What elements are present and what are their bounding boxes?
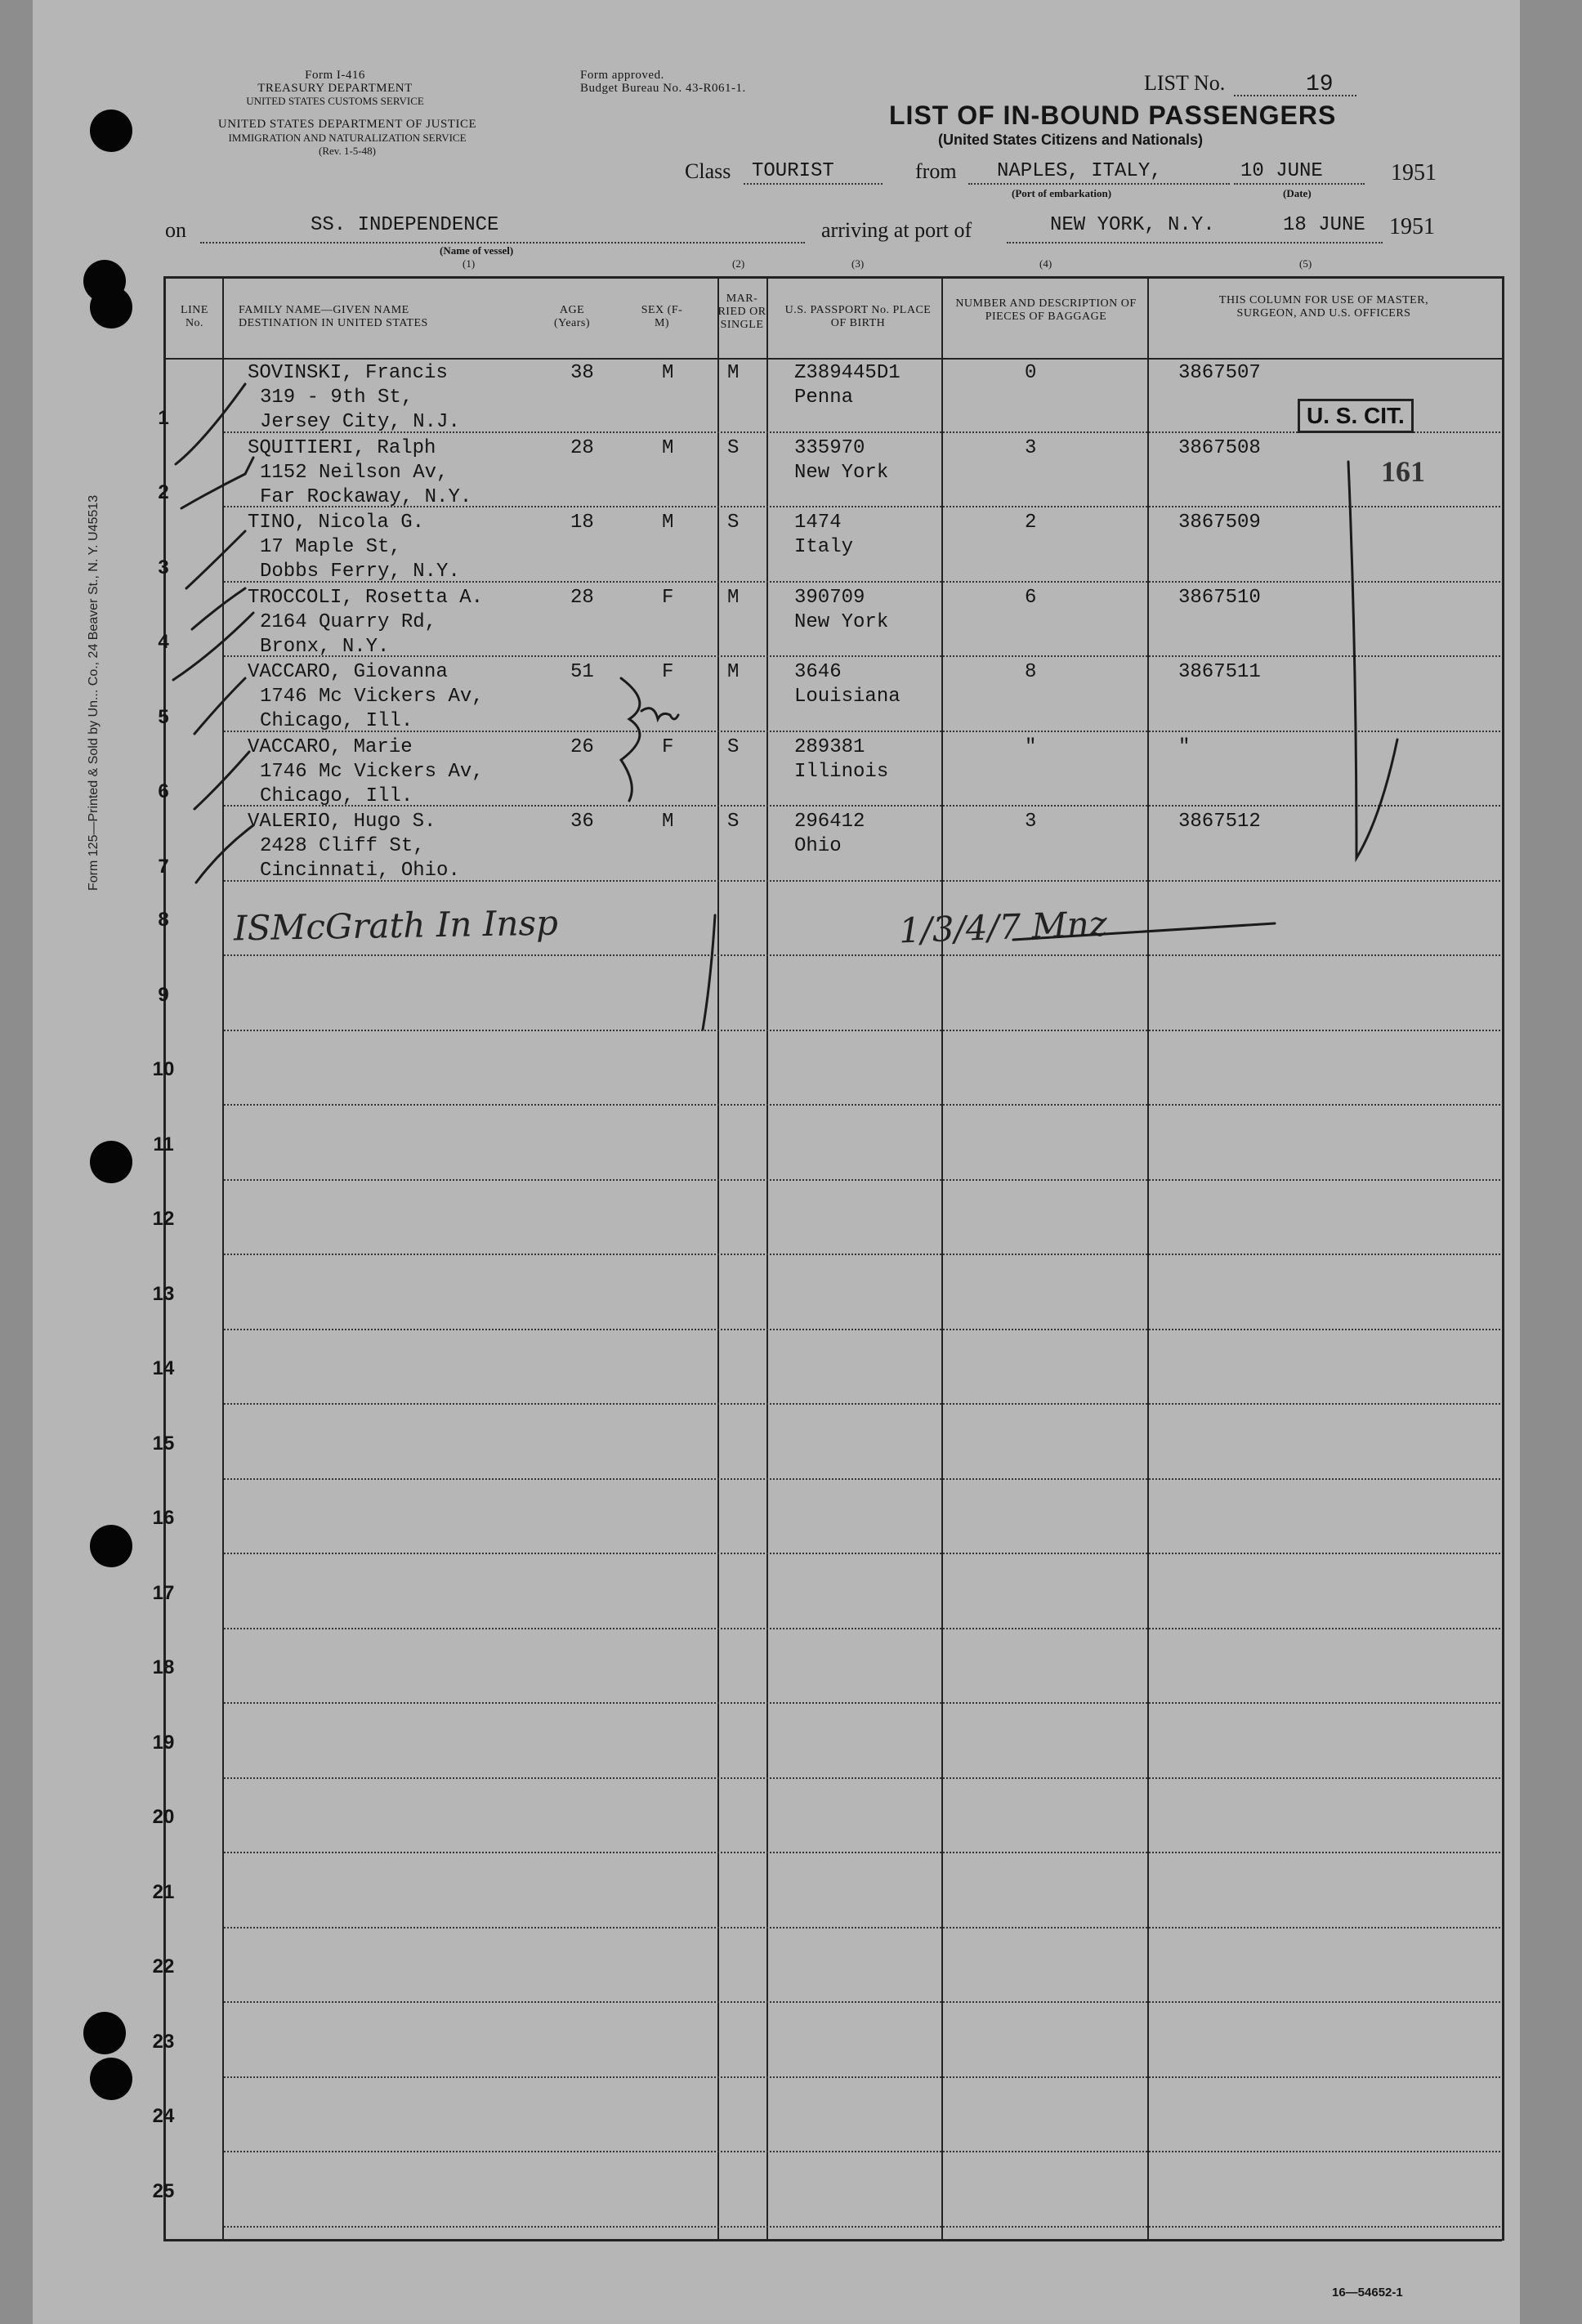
header-baggage: NUMBER AND DESCRIPTION OF PIECES OF BAGGAGE	[955, 297, 1137, 324]
from-date: 10 JUNE	[1240, 160, 1323, 182]
date-line	[1234, 183, 1365, 185]
passenger-sex: M	[662, 512, 674, 534]
date-caption: (Date)	[1283, 187, 1312, 199]
treasury-dept: TREASURY DEPARTMENT	[257, 82, 413, 95]
passenger-married: S	[727, 736, 740, 758]
passenger-sex: M	[662, 811, 674, 833]
passenger-age: 51	[570, 661, 594, 683]
line-number: 16	[152, 1507, 175, 1529]
passenger-city: Bronx, N.Y.	[260, 636, 390, 658]
line-number: 24	[152, 2105, 175, 2127]
passenger-city: Dobbs Ferry, N.Y.	[260, 561, 460, 583]
row-dotted-rule	[224, 1478, 1500, 1480]
row-dotted-rule	[224, 731, 1500, 732]
arrival-port: NEW YORK, N.Y.	[1050, 214, 1215, 236]
line-number: 20	[152, 1806, 175, 1828]
place-of-birth: Louisiana	[794, 686, 900, 708]
row-dotted-rule	[224, 2226, 1500, 2228]
header-sex: SEX (F-M)	[641, 304, 683, 330]
col-3-caption: (3)	[851, 257, 865, 270]
form-approved: Form approved.	[580, 69, 664, 82]
passenger-age: 28	[570, 437, 594, 459]
line-number: 13	[152, 1283, 175, 1305]
row-dotted-rule	[224, 1179, 1500, 1181]
passenger-age: 38	[570, 362, 594, 384]
baggage-count: 0	[1025, 362, 1037, 384]
line-number: 10	[152, 1058, 175, 1080]
binder-hole	[83, 2012, 126, 2054]
passenger-address: 1746 Mc Vickers Av,	[260, 761, 484, 783]
passenger-age: 26	[570, 736, 594, 758]
passenger-name: VALERIO, Hugo S.	[248, 811, 436, 833]
passenger-name: VACCARO, Marie	[248, 736, 413, 758]
baggage-count: 3	[1025, 811, 1037, 833]
justice-dept: UNITED STATES DEPARTMENT OF JUSTICE	[217, 118, 477, 131]
place-of-birth: Penna	[794, 387, 854, 409]
passenger-married: M	[727, 587, 740, 609]
row-dotted-rule	[224, 1702, 1500, 1704]
line-number: 1	[158, 407, 169, 429]
row-dotted-rule	[224, 1030, 1500, 1031]
table-top-border	[163, 276, 1502, 279]
passenger-name: SOVINSKI, Francis	[248, 362, 448, 384]
row-dotted-rule	[224, 1403, 1500, 1405]
col-4-caption: (4)	[1039, 257, 1052, 270]
vessel-caption: (Name of vessel)	[440, 244, 514, 257]
line-number: 23	[152, 2031, 175, 2053]
footer-code: 16—54652-1	[1332, 2286, 1403, 2299]
passenger-married: S	[727, 811, 740, 833]
passport-number: 335970	[794, 437, 865, 459]
list-no-line	[1234, 95, 1356, 96]
passenger-name: TROCCOLI, Rosetta A.	[248, 587, 484, 609]
arriving-label: arriving at port of	[821, 218, 972, 242]
class-label: Class	[685, 159, 731, 183]
passenger-address: 17 Maple St,	[260, 536, 401, 558]
row-dotted-rule	[224, 2001, 1500, 2003]
list-no-value: 19	[1306, 72, 1334, 97]
passenger-married: M	[727, 362, 740, 384]
line-number: 17	[152, 1582, 175, 1604]
manifest-sheet	[33, 0, 1520, 2324]
row-dotted-rule	[224, 1254, 1500, 1255]
from-line	[968, 183, 1230, 185]
printer-imprint: Form 125—Printed & Sold by Un... Co., 24 Beaver St., N. Y. U45513	[87, 494, 101, 891]
passenger-address: 1152 Neilson Av,	[260, 462, 449, 484]
officer-number: 3867511	[1178, 661, 1261, 683]
passenger-name: VACCARO, Giovanna	[248, 661, 448, 683]
line-number: 15	[152, 1432, 175, 1455]
arrival-date: 18 JUNE	[1283, 214, 1365, 236]
binder-hole	[90, 1525, 132, 1567]
passenger-city: Cincinnati, Ohio.	[260, 860, 460, 882]
col-sep-passport	[941, 276, 943, 2241]
line-number: 4	[158, 631, 169, 653]
place-of-birth: New York	[794, 611, 889, 633]
row-dotted-rule	[224, 1852, 1500, 1853]
header-married: MAR-RIED OR SINGLE	[717, 293, 766, 332]
passenger-married: S	[727, 512, 740, 534]
col-5-caption: (5)	[1299, 257, 1312, 270]
table-header-rule	[163, 358, 1502, 360]
baggage-count: 8	[1025, 661, 1037, 683]
vessel-line	[200, 242, 805, 244]
binder-hole	[90, 286, 132, 328]
passenger-address: 2164 Quarry Rd,	[260, 611, 437, 633]
line-number: 12	[152, 1208, 175, 1230]
header-name: FAMILY NAME—GIVEN NAME DESTINATION IN UNITED STATES	[239, 304, 428, 330]
baggage-count: 2	[1025, 512, 1037, 534]
row-dotted-rule	[224, 1927, 1500, 1928]
header-line-no: LINE No.	[181, 304, 208, 330]
line-number: 2	[158, 481, 169, 503]
col-1-caption: (1)	[463, 257, 476, 270]
passenger-sex: M	[662, 362, 674, 384]
row-dotted-rule	[224, 2151, 1500, 2152]
passenger-city: Far Rockaway, N.Y.	[260, 486, 472, 508]
passport-number: 296412	[794, 811, 865, 833]
row-dotted-rule	[224, 805, 1500, 807]
passport-number: 390709	[794, 587, 865, 609]
passenger-sex: F	[662, 587, 674, 609]
passenger-married: M	[727, 661, 740, 683]
line-number: 22	[152, 1955, 175, 1978]
passenger-name: TINO, Nicola G.	[248, 512, 425, 534]
passenger-age: 18	[570, 512, 594, 534]
passport-number: 3646	[794, 661, 842, 683]
line-number: 9	[158, 984, 169, 1006]
baggage-count: "	[1025, 736, 1037, 758]
line-number: 8	[158, 909, 169, 931]
officer-number: "	[1178, 736, 1191, 758]
manifest-title: LIST OF IN-BOUND PASSENGERS	[889, 101, 1337, 130]
from-value: NAPLES, ITALY,	[997, 160, 1162, 182]
form-revision: (Rev. 1-5-48)	[319, 145, 376, 157]
header-officers: THIS COLUMN FOR USE OF MASTER, SURGEON, AND U.S. OFFICERS	[1218, 294, 1429, 320]
passenger-sex: F	[662, 661, 674, 683]
row-dotted-rule	[224, 1553, 1500, 1554]
col-sep-name	[717, 276, 719, 2241]
place-of-birth: Italy	[794, 536, 854, 558]
col-sep-baggage	[1147, 276, 1149, 2241]
officer-number: 3867507	[1178, 362, 1261, 384]
passenger-address: 2428 Cliff St,	[260, 835, 425, 857]
officer-number: 3867509	[1178, 512, 1261, 534]
passenger-city: Jersey City, N.J.	[260, 411, 460, 433]
line-number: 11	[153, 1133, 174, 1155]
passenger-sex: M	[662, 437, 674, 459]
passenger-name: SQUITIERI, Ralph	[248, 437, 436, 459]
year-2: 1951	[1389, 214, 1435, 239]
row-dotted-rule	[224, 1104, 1500, 1106]
baggage-count: 6	[1025, 587, 1037, 609]
table-right-border	[1502, 276, 1504, 2241]
row-dotted-rule	[224, 2076, 1500, 2078]
place-of-birth: Illinois	[794, 761, 889, 783]
officer-number: 3867510	[1178, 587, 1261, 609]
class-line	[744, 183, 883, 185]
col-sep-married	[766, 276, 768, 2241]
passenger-city: Chicago, Ill.	[260, 785, 413, 807]
passenger-age: 36	[570, 811, 594, 833]
binder-hole	[90, 1141, 132, 1183]
on-label: on	[165, 218, 186, 242]
line-number: 7	[158, 856, 169, 878]
inspector-annotation: ISMcGrath In Insp	[233, 902, 559, 949]
port-embark-caption: (Port of embarkation)	[1012, 187, 1112, 199]
row-dotted-rule	[224, 1329, 1500, 1330]
passport-number: 1474	[794, 512, 842, 534]
line-number: 5	[158, 706, 169, 728]
row-dotted-rule	[224, 1628, 1500, 1629]
row-dotted-rule	[224, 954, 1500, 956]
passport-number: 289381	[794, 736, 865, 758]
place-of-birth: Ohio	[794, 835, 842, 857]
line-number: 25	[152, 2180, 175, 2202]
form-number: Form I-416	[305, 69, 365, 82]
col-2-caption: (2)	[732, 257, 745, 270]
line-number: 6	[158, 780, 169, 802]
manifest-subtitle: (United States Citizens and Nationals)	[938, 132, 1204, 148]
officer-number: 3867512	[1178, 811, 1261, 833]
passenger-married: S	[727, 437, 740, 459]
header-age: AGE (Years)	[553, 304, 591, 330]
budget-bureau: Budget Bureau No. 43-R061-1.	[580, 82, 746, 95]
line-number: 14	[152, 1357, 175, 1379]
list-no-label: LIST No.	[1144, 71, 1226, 95]
binder-hole	[90, 2058, 132, 2100]
table-bottom-border	[163, 2239, 1502, 2241]
passenger-city: Chicago, Ill.	[260, 710, 413, 732]
binder-hole	[90, 109, 132, 152]
col-sep-line	[222, 276, 224, 2241]
stamp-number: 161	[1381, 455, 1425, 488]
ins-service: IMMIGRATION AND NATURALIZATION SERVICE	[228, 132, 467, 144]
line-number: 21	[152, 1881, 175, 1903]
officer-number: 3867508	[1178, 437, 1261, 459]
row-dotted-rule	[224, 655, 1500, 657]
inspector-annotation-2: 1/3/4/7 Mnz	[898, 903, 1108, 951]
place-of-birth: New York	[794, 462, 889, 484]
line-number: 3	[158, 556, 169, 579]
passenger-address: 1746 Mc Vickers Av,	[260, 686, 484, 708]
customs-service: UNITED STATES CUSTOMS SERVICE	[246, 95, 424, 107]
line-number: 19	[152, 1732, 175, 1754]
arrival-line	[1007, 242, 1383, 244]
baggage-count: 3	[1025, 437, 1037, 459]
row-dotted-rule	[224, 1777, 1500, 1779]
vessel-name: SS. INDEPENDENCE	[311, 214, 499, 236]
header-passport: U.S. PASSPORT No. PLACE OF BIRTH	[784, 304, 932, 330]
passport-number: Z389445D1	[794, 362, 900, 384]
us-citizen-stamp: U. S. CIT.	[1298, 399, 1414, 433]
passenger-age: 28	[570, 587, 594, 609]
line-number: 18	[152, 1656, 175, 1678]
from-label: from	[915, 159, 957, 183]
year-1: 1951	[1391, 160, 1437, 185]
class-value: TOURIST	[752, 160, 834, 182]
passenger-address: 319 - 9th St,	[260, 387, 413, 409]
passenger-sex: F	[662, 736, 674, 758]
